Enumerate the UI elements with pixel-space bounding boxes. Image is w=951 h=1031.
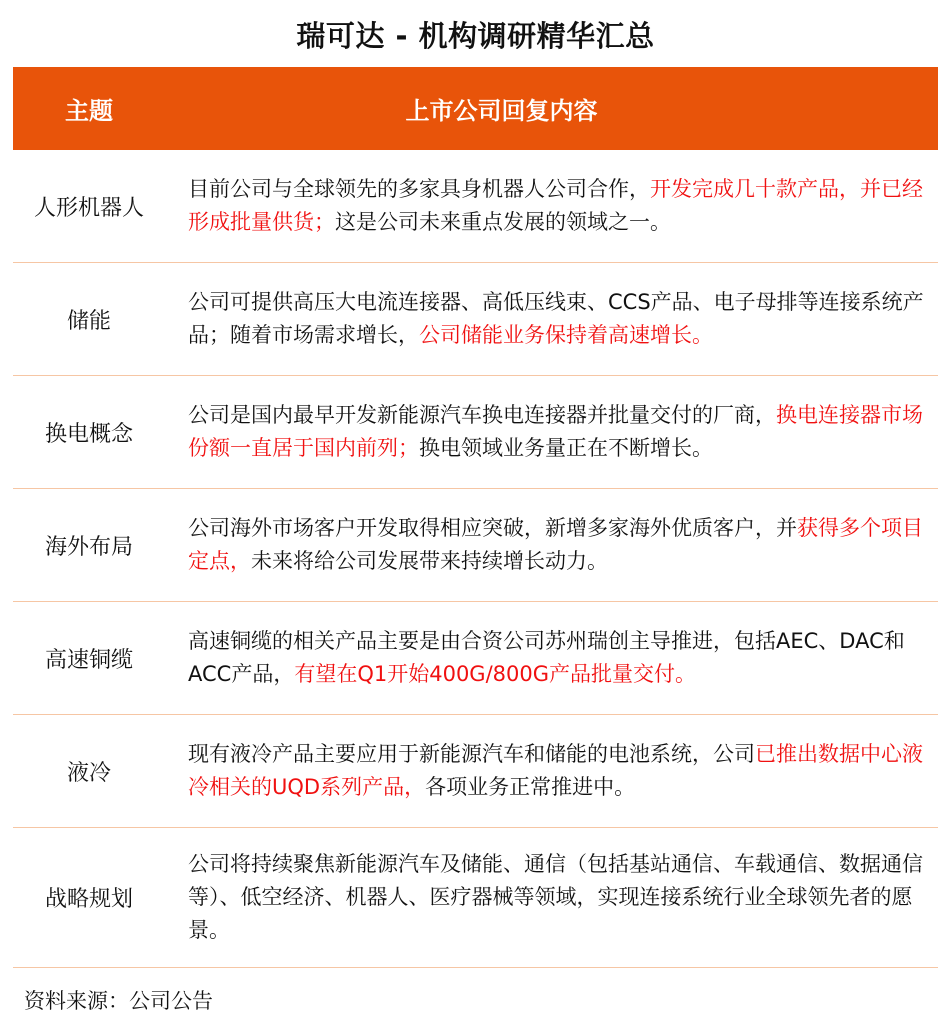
body-text: 目前公司与全球领先的多家具身机器人公司合作， [188, 177, 650, 201]
table-body [13, 150, 938, 968]
highlight-text: 公司储能业务保持着高速增长。 [419, 323, 713, 347]
body-text: 公司可提供高压大电流连接器、高低压线束、CCS产品、电子母排等连接系统产品；随着市场需求增长， [188, 290, 924, 347]
body-text: 高速铜缆的相关产品主要是由合资公司苏州瑞创主导推进，包括AEC、DAC和ACC产品， [188, 629, 905, 686]
body-text: 现有液冷产品主要应用于新能源汽车和储能的电池系统，公司 [188, 742, 755, 766]
table-row [13, 602, 938, 715]
highlight-text: 已推出数据中心液冷相关的UQD系列产品， [188, 742, 923, 799]
row-topic: 人形机器人 [33, 195, 144, 221]
table-row [13, 150, 938, 263]
header-content: 上市公司回复内容 [405, 97, 598, 125]
table-row [13, 489, 938, 602]
row-content [165, 173, 938, 239]
highlight-text: 获得多个项目定点， [188, 516, 923, 573]
row-content [165, 625, 938, 691]
row-content [165, 738, 938, 804]
row-topic: 高速铜缆 [44, 647, 133, 673]
row-topic: 海外布局 [44, 534, 133, 560]
header-topic: 主题 [65, 97, 113, 125]
row-topic: 换电概念 [44, 421, 133, 447]
table-row [13, 828, 938, 968]
highlight-text: 开发完成几十款产品，并已经形成批量供货； [188, 177, 923, 234]
summary-table [13, 67, 938, 968]
highlight-text: 有望在Q1开始400G/800G产品批量交付。 [294, 662, 697, 686]
table-row [13, 715, 938, 828]
page-title: 瑞可达 - 机构调研精华汇总 [296, 19, 655, 53]
source-note: 资料来源：公司公告 [24, 989, 213, 1013]
row-topic: 液冷 [66, 760, 111, 786]
table-header [13, 67, 938, 150]
body-text: 各项业务正常推进中。 [425, 775, 636, 799]
row-topic: 储能 [66, 308, 111, 334]
highlight-text: 换电连接器市场份额一直居于国内前列； [188, 403, 923, 460]
body-text: 这是公司未来重点发展的领域之一。 [335, 210, 671, 234]
body-text: 公司海外市场客户开发取得相应突破，新增多家海外优质客户，并 [188, 516, 797, 540]
body-text: 未来将给公司发展带来持续增长动力。 [251, 549, 608, 573]
table-row [13, 376, 938, 489]
row-content [165, 399, 938, 465]
row-content [165, 286, 938, 352]
row-content [165, 848, 938, 947]
body-text: 公司是国内最早开发新能源汽车换电连接器并批量交付的厂商， [188, 403, 776, 427]
body-text: 公司将持续聚焦新能源汽车及储能、通信（包括基站通信、车载通信、数据通信等）、低空经济、机器人、医疗器械等领域，实现连接系统行业全球领先者的愿景。 [188, 852, 923, 942]
row-topic: 战略规划 [44, 887, 133, 912]
row-content [165, 512, 938, 578]
body-text: 换电领域业务量正在不断增长。 [419, 436, 713, 460]
table-row [13, 263, 938, 376]
